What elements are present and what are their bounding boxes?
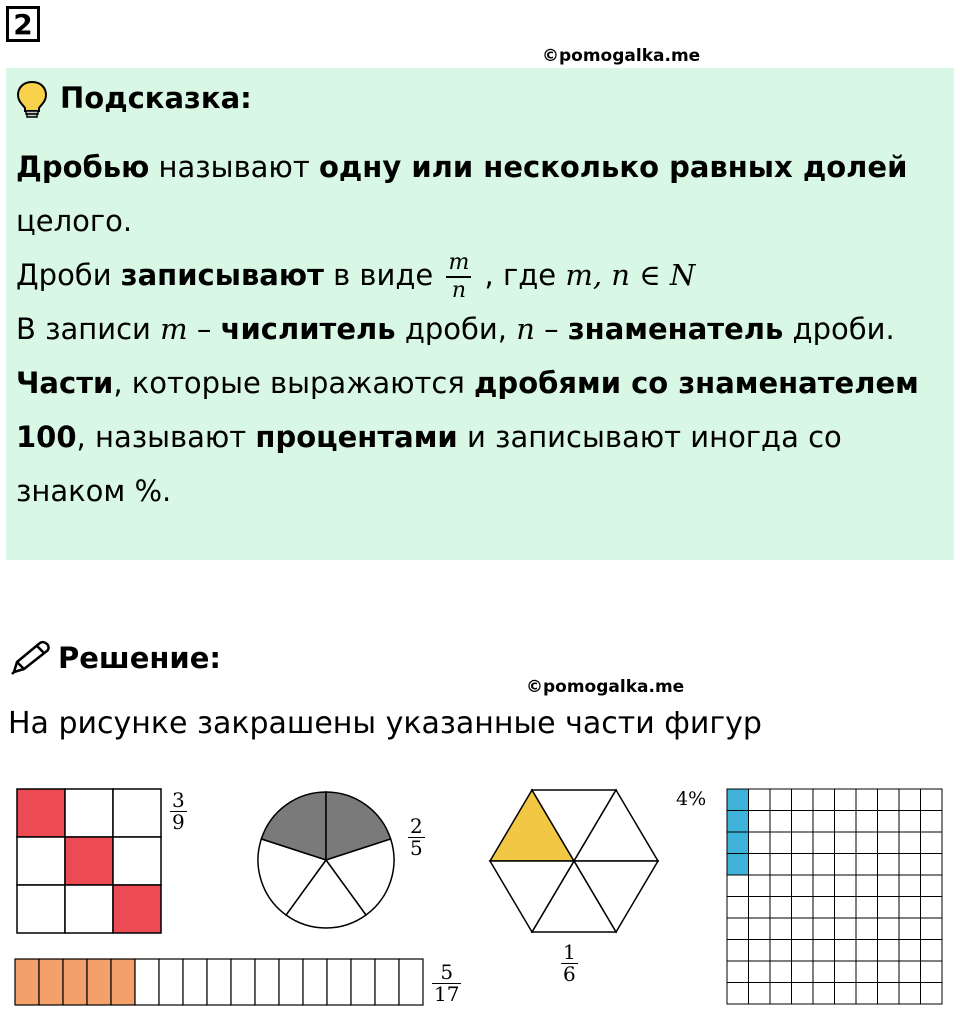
hundred-cell: [727, 940, 749, 962]
hundred-cell: [878, 875, 900, 897]
hint-text-span: –: [534, 312, 568, 346]
hundred-cell: [749, 918, 771, 940]
hint-text-span: в виде: [323, 258, 443, 292]
hundred-cell: [792, 940, 814, 962]
hundred-cell: [813, 875, 835, 897]
grid-cell-shaded: [17, 789, 65, 837]
hint-text-span: дроби.: [783, 312, 895, 346]
task-number: 2: [6, 6, 40, 42]
strip-cell-shaded: [15, 959, 39, 1005]
hundred-cell: [835, 940, 857, 962]
hundred-cell: [899, 918, 921, 940]
hundred-cell: [749, 983, 771, 1005]
hint-line-3: [16, 248, 946, 302]
hundred-cell: [749, 897, 771, 919]
solution-header: [8, 640, 221, 676]
hundred-cell: [770, 875, 792, 897]
hundred-cell: [835, 875, 857, 897]
hundred-cell: [792, 918, 814, 940]
pencil-icon: [8, 640, 52, 676]
hundred-cell: [770, 983, 792, 1005]
hint-text-span: –: [187, 312, 221, 346]
hint-line-5: [16, 356, 946, 410]
fraction-numerator: 3: [172, 788, 185, 812]
hundred-cell: [899, 983, 921, 1005]
hundred-cell: [878, 983, 900, 1005]
hundred-cell-shaded: [727, 854, 749, 876]
hundred-cell: [878, 832, 900, 854]
hundred-cell: [921, 961, 943, 983]
strip-cell: [183, 959, 207, 1005]
hundred-cell: [899, 789, 921, 811]
hint-text-span: Дроби: [16, 258, 121, 292]
hundred-cell: [813, 983, 835, 1005]
hint-bold: дробями со знаменателем: [474, 366, 919, 400]
hundred-cell: [770, 854, 792, 876]
hint-text-span: называют: [149, 150, 319, 184]
hundred-cell: [856, 832, 878, 854]
hundred-cell: [835, 811, 857, 833]
hundred-cell: [856, 983, 878, 1005]
hundred-cell: [856, 811, 878, 833]
strip-cell: [207, 959, 231, 1005]
hundred-cell: [835, 897, 857, 919]
hundred-cell: [835, 854, 857, 876]
hundred-cell: [878, 940, 900, 962]
fraction-numerator: m: [446, 252, 471, 278]
hundred-cell: [770, 897, 792, 919]
math-n: n: [516, 312, 535, 346]
hundred-cell: [770, 789, 792, 811]
fraction-denominator: 6: [563, 962, 576, 986]
hundred-cell: [792, 983, 814, 1005]
hundred-cell: [921, 918, 943, 940]
hint-bold: Части: [16, 366, 114, 400]
solution-text: На рисунке закрашены указанные части фигур: [8, 706, 762, 741]
hundred-cell: [813, 918, 835, 940]
strip-cell: [351, 959, 375, 1005]
hundred-cell: [899, 897, 921, 919]
fraction-label-1-6: [561, 942, 578, 985]
hint-text: [16, 140, 946, 518]
hundred-cell: [792, 897, 814, 919]
grid-cell-shaded: [65, 837, 113, 885]
hundred-cell: [856, 875, 878, 897]
solution-title: Решение:: [58, 641, 222, 675]
grid-cell: [65, 885, 113, 933]
hundred-cell: [813, 897, 835, 919]
strip-cell: [135, 959, 159, 1005]
hint-text-span: , где: [475, 258, 566, 292]
strip-cell-shaded: [63, 959, 87, 1005]
hundred-cell: [727, 875, 749, 897]
watermark-bottom: ©pomogalka.me: [526, 677, 685, 697]
strip-cell: [399, 959, 423, 1005]
hundred-cell: [921, 832, 943, 854]
hundred-cell: [792, 832, 814, 854]
hint-line-2: целого.: [16, 204, 133, 238]
hundred-cell: [921, 789, 943, 811]
hundred-cell: [878, 961, 900, 983]
fraction-denominator: 9: [172, 810, 185, 834]
hint-title: Подсказка:: [60, 81, 252, 115]
hint-line-7: знаком %.: [16, 474, 172, 508]
hundred-cell: [878, 811, 900, 833]
hundred-cell: [813, 854, 835, 876]
hundred-cell: [749, 940, 771, 962]
watermark-top: ©pomogalka.me: [542, 46, 701, 66]
hundred-cell: [727, 961, 749, 983]
hexagon-figure-1-6: [488, 788, 660, 934]
fraction-numerator: 2: [410, 814, 423, 838]
hundred-cell: [727, 918, 749, 940]
hundred-cell: [835, 961, 857, 983]
hundred-cell: [770, 940, 792, 962]
hundred-cell: [878, 897, 900, 919]
term-fraction: Дробью: [16, 150, 150, 184]
grid-cell: [113, 837, 161, 885]
hint-header: [12, 78, 252, 118]
hundred-cell: [770, 832, 792, 854]
hint-text-span: и записывают иногда со: [457, 420, 842, 454]
hint-line-4: [16, 302, 946, 356]
hundred-cell: [856, 940, 878, 962]
hundred-cell-shaded: [727, 832, 749, 854]
grid-cell: [17, 885, 65, 933]
hint-text-span: дроби,: [395, 312, 517, 346]
grid-cell: [65, 789, 113, 837]
grid-cell: [113, 789, 161, 837]
fraction-numerator: 5: [432, 962, 461, 984]
hundred-cell: [899, 854, 921, 876]
strip-cell: [327, 959, 351, 1005]
hundred-cell: [856, 918, 878, 940]
hundred-cell-shaded: [727, 811, 749, 833]
hundred-cell: [813, 789, 835, 811]
hundred-cell: [921, 897, 943, 919]
fraction-denominator: 17: [434, 982, 460, 1006]
strip-figure-5-17: [14, 958, 426, 1006]
hundred-cell: [856, 897, 878, 919]
hundred-cell: [921, 983, 943, 1005]
hundred-cell: [813, 940, 835, 962]
hundred-cell: [921, 854, 943, 876]
hundred-cell: [749, 789, 771, 811]
strip-cell: [231, 959, 255, 1005]
hint-line-6: [16, 410, 946, 464]
hundred-cell: [835, 983, 857, 1005]
strip-cell-shaded: [39, 959, 63, 1005]
grid-figure-3-9: [16, 788, 162, 934]
hundred-cell: [921, 811, 943, 833]
hundred-cell: [770, 961, 792, 983]
hundred-cell: [856, 854, 878, 876]
hundred-cell: [921, 875, 943, 897]
math-m: m: [160, 312, 188, 346]
hundred-cell: [749, 811, 771, 833]
hundred-cell: [899, 811, 921, 833]
lightbulb-icon: [12, 78, 52, 118]
term-numerator: числитель: [220, 312, 396, 346]
fraction-label-3-9: [170, 790, 187, 833]
hundred-cell: [899, 961, 921, 983]
hundred-cell: [835, 832, 857, 854]
circle-figure-2-5: [254, 788, 398, 932]
hundred-cell: [878, 918, 900, 940]
hundred-cell: [792, 875, 814, 897]
hundred-cell: [813, 832, 835, 854]
fraction-denominator: 5: [410, 836, 423, 860]
hundred-cell: [835, 918, 857, 940]
strip-cell: [159, 959, 183, 1005]
hundred-cell: [770, 918, 792, 940]
hundred-cell: [749, 832, 771, 854]
hint-text-span: , которые выражаются: [113, 366, 475, 400]
strip-cell: [279, 959, 303, 1005]
fraction-label-5-17: [432, 962, 461, 1005]
strip-cell-shaded: [111, 959, 135, 1005]
hundred-cell: [792, 811, 814, 833]
strip-cell: [375, 959, 399, 1005]
hint-bold: 100: [16, 420, 77, 454]
strip-cell: [303, 959, 327, 1005]
grid-cell: [17, 837, 65, 885]
term-denominator: знаменатель: [567, 312, 784, 346]
hundred-cell: [749, 961, 771, 983]
hundred-cell: [878, 789, 900, 811]
fraction-m-over-n: [446, 252, 471, 302]
percent-label: 4%: [676, 788, 707, 810]
hint-text-span: , называют: [76, 420, 256, 454]
hundred-cell: [749, 875, 771, 897]
fraction-denominator: n: [451, 278, 466, 303]
hint-bold: одну или несколько равных долей: [318, 150, 908, 184]
hundred-grid-figure: [726, 788, 944, 1006]
hundred-cell: [813, 811, 835, 833]
strip-cell-shaded: [87, 959, 111, 1005]
hundred-cell: [899, 940, 921, 962]
grid-cell-shaded: [113, 885, 161, 933]
hundred-cell: [727, 983, 749, 1005]
hundred-cell: [921, 940, 943, 962]
hundred-cell: [813, 961, 835, 983]
math-expression: m, n ∈ N: [565, 258, 696, 292]
hundred-cell: [856, 961, 878, 983]
term-percent: процентами: [255, 420, 458, 454]
fraction-numerator: 1: [563, 940, 576, 964]
hundred-cell: [792, 854, 814, 876]
hundred-cell: [899, 832, 921, 854]
hundred-cell: [749, 854, 771, 876]
hundred-cell: [792, 961, 814, 983]
hundred-cell: [727, 897, 749, 919]
hint-text-span: В записи: [16, 312, 161, 346]
hint-line-1: [16, 140, 946, 194]
hundred-cell: [856, 789, 878, 811]
fraction-label-2-5: [408, 816, 425, 859]
hundred-cell: [878, 854, 900, 876]
hundred-cell: [835, 789, 857, 811]
hundred-cell: [899, 875, 921, 897]
hundred-cell: [770, 811, 792, 833]
hundred-cell: [792, 789, 814, 811]
hundred-cell-shaded: [727, 789, 749, 811]
strip-cell: [255, 959, 279, 1005]
hint-bold: записывают: [120, 258, 324, 292]
